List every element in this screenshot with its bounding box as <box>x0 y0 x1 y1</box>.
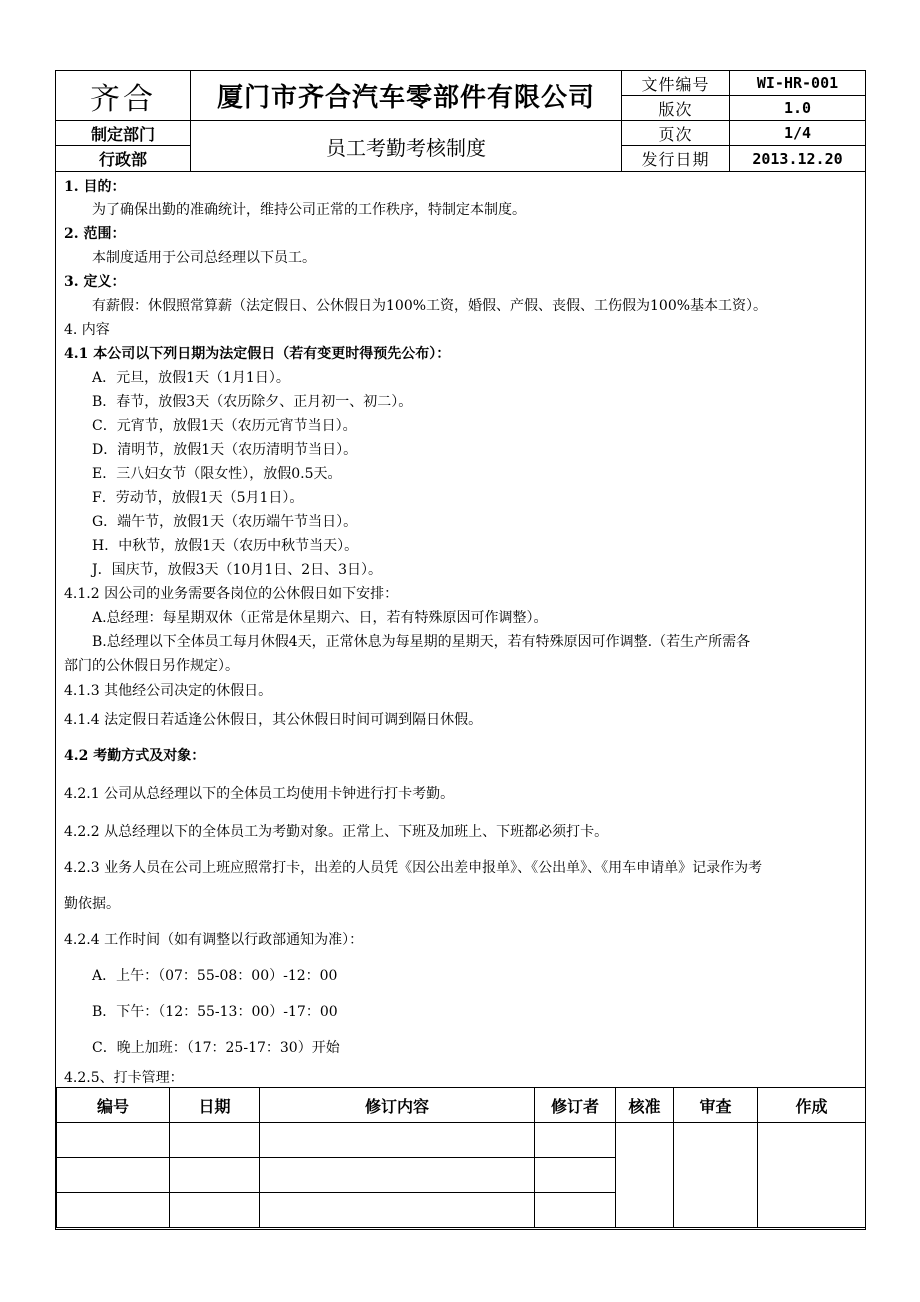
page-value: 1/4 <box>730 121 865 146</box>
holiday-item: E．三八妇女节（限女性），放假0.5天。 <box>92 466 342 482</box>
section-4-2-3-line2: 勤依据。 <box>64 896 120 912</box>
dept-value: 行政部 <box>56 146 191 171</box>
holiday-item: H．中秋节，放假1天（农历中秋节当天）。 <box>92 538 359 554</box>
section-4-1-3: 4.1.3 其他经公司决定的休假日。 <box>64 683 273 699</box>
table-cell <box>535 1123 616 1158</box>
document-title: 员工考勤考核制度 <box>191 121 622 171</box>
section-4-heading: 4. 内容 <box>64 322 110 338</box>
issue-date-value: 2013.12.20 <box>752 149 843 168</box>
doc-number-value: WI-HR-001 <box>730 71 865 96</box>
col-reviser-header: 修订者 <box>535 1088 616 1123</box>
page-label: 页次 <box>622 121 730 146</box>
version-label: 版次 <box>622 96 730 121</box>
section-4-2-4: 4.2.4 工作时间（如有调整以行政部通知为准）： <box>64 932 364 948</box>
table-cell <box>260 1158 535 1193</box>
section-4-2-heading: 4.2 考勤方式及对象： <box>64 748 206 764</box>
table-cell <box>57 1123 170 1158</box>
work-time-item: B．下午：（12：55-13：00）-17：00 <box>92 1004 338 1020</box>
table-cell <box>170 1123 260 1158</box>
company-name: 厦门市齐合汽车零部件有限公司 <box>191 71 622 121</box>
section-4-1-2-b-line1: B.总经理以下全体员工每月休假4天，正常休息为每星期的星期天，若有特殊原因可作调整.（若生产所需各 <box>92 634 751 650</box>
table-cell <box>260 1193 535 1228</box>
work-time-item: C．晚上加班：（17：25-17：30）开始 <box>92 1040 340 1056</box>
revision-table <box>56 1087 866 1228</box>
table-cell <box>170 1158 260 1193</box>
table-cell <box>260 1123 535 1158</box>
section-4-1-heading: 4.1 本公司以下列日期为法定假日（若有变更时得预先公布）： <box>64 346 451 362</box>
col-date-header: 日期 <box>170 1088 260 1123</box>
table-cell <box>57 1158 170 1193</box>
table-row <box>57 1123 866 1158</box>
section-4-2-3-line1: 4.2.3 业务人员在公司上班应照常打卡，出差的人员凭《因公出差申报单》、《公出单》、《用车申请单》记录作为考 <box>64 860 763 876</box>
work-time-item: A．上午：（07：55-08：00）-12：00 <box>92 968 338 984</box>
dept-label: 制定部门 <box>56 121 191 146</box>
section-2-text: 本制度适用于公司总经理以下员工。 <box>92 250 316 266</box>
col-author-header: 作成 <box>758 1088 866 1123</box>
table-cell <box>170 1193 260 1228</box>
holiday-item: G．端午节，放假1天（农历端午节当日）。 <box>92 514 358 530</box>
section-3-heading: 3. 定义： <box>64 274 126 290</box>
section-4-1-2: 4.1.2 因公司的业务需要各岗位的公休假日如下安排： <box>64 586 399 602</box>
holiday-item: A．元旦，放假1天（1月1日）。 <box>92 370 290 386</box>
approve-cell <box>616 1123 674 1228</box>
section-2-heading: 2. 范围： <box>64 226 126 242</box>
version-value: 1.0 <box>730 96 865 121</box>
col-review-header: 审查 <box>674 1088 758 1123</box>
author-cell <box>758 1123 866 1228</box>
holiday-item: C．元宵节，放假1天（农历元宵节当日）。 <box>92 418 357 434</box>
section-4-1-4: 4.1.4 法定假日若适逢公休假日，其公休假日时间可调到隔日休假。 <box>64 712 483 728</box>
section-4-1-2-b-line2: 部门的公休假日另作规定）。 <box>64 658 239 674</box>
holiday-item: B．春节，放假3天（农历除夕、正月初一、初二）。 <box>92 394 413 410</box>
col-content-header: 修订内容 <box>260 1088 535 1123</box>
review-cell <box>674 1123 758 1228</box>
col-number-header: 编号 <box>57 1088 170 1123</box>
section-4-2-1: 4.2.1 公司从总经理以下的全体员工均使用卡钟进行打卡考勤。 <box>64 786 455 802</box>
holiday-item: F．劳动节，放假1天（5月1日）。 <box>92 490 304 506</box>
company-logo: 齐合 <box>56 71 191 121</box>
section-1-heading: 1. 目的： <box>64 179 126 195</box>
issue-date-label: 发行日期 <box>622 146 730 171</box>
table-cell <box>535 1193 616 1228</box>
section-4-2-2: 4.2.2 从总经理以下的全体员工为考勤对象。正常上、下班及加班上、下班都必须打卡。 <box>64 824 609 840</box>
col-approve-header: 核准 <box>616 1088 674 1123</box>
document-body <box>56 171 865 1086</box>
holiday-item: J．国庆节，放假3天（10月1日、2日、3日）。 <box>92 562 383 578</box>
section-4-2-5: 4.2.5、打卡管理： <box>64 1070 184 1086</box>
doc-number-label: 文件编号 <box>622 71 730 96</box>
revision-header-row <box>57 1088 866 1123</box>
table-cell <box>535 1158 616 1193</box>
section-4-1-2-a: A.总经理：每星期双休（正常是休星期六、日，若有特殊原因可作调整）。 <box>92 610 548 626</box>
section-1-text: 为了确保出勤的准确统计，维持公司正常的工作秩序，特制定本制度。 <box>92 202 526 218</box>
table-cell <box>57 1193 170 1228</box>
document-header <box>56 71 865 171</box>
holiday-item: D．清明节，放假1天（农历清明节当日）。 <box>92 442 358 458</box>
section-3-text: 有薪假：休假照常算薪（法定假日、公休假日为100%工资，婚假、产假、丧假、工伤假为100%基本工资）。 <box>92 298 768 314</box>
document-page <box>55 70 866 1230</box>
